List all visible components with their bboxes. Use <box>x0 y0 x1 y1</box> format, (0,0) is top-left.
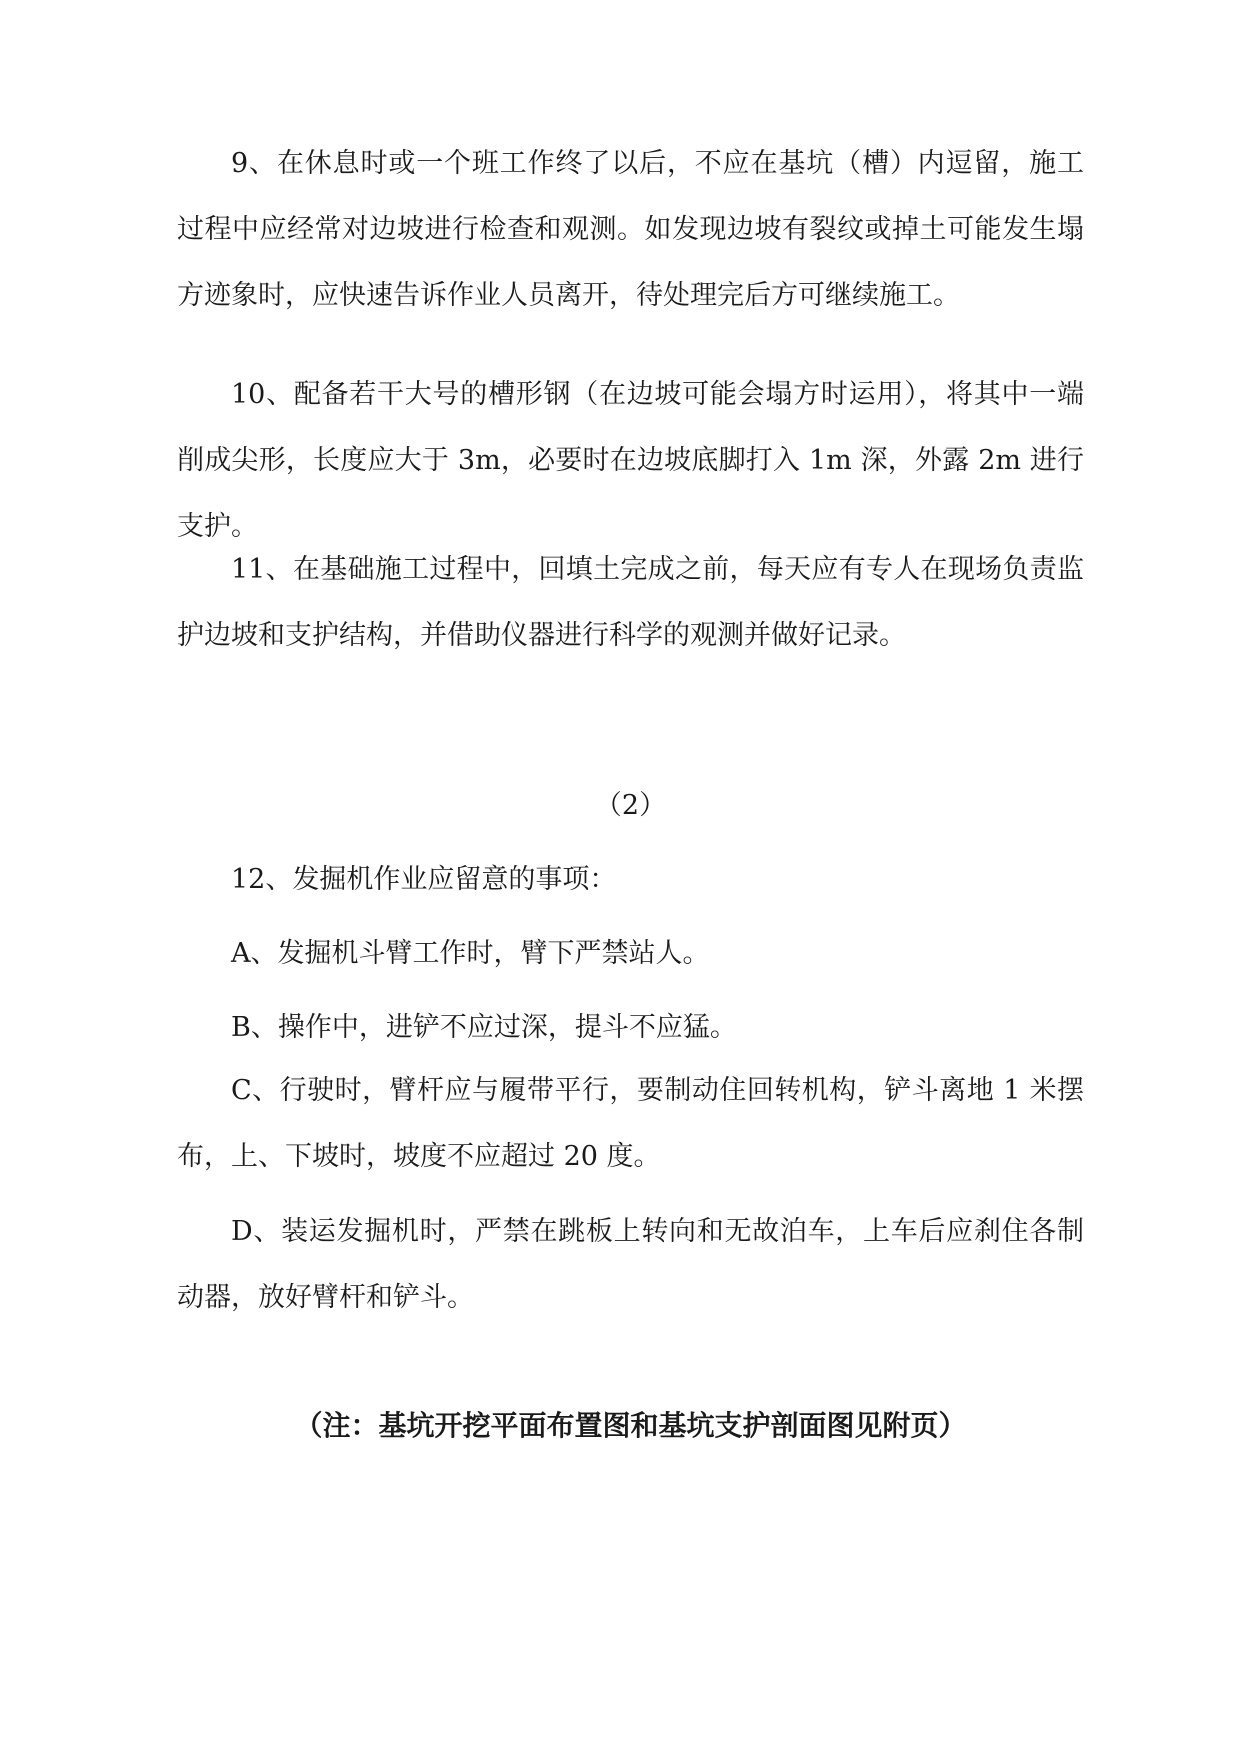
paragraph-12: 12、发掘机作业应留意的事项： <box>231 864 617 895</box>
attachment-note: （注：基坑开挖平面布置图和基坑支护剖面图见附页） <box>294 1409 967 1442</box>
paragraph-11: 11、在基础施工过程中，回填土完成之前，每天应有专人在现场负责监护边坡和支护结构，并借助仪器进行科学的观测并做好记录。 <box>177 554 1084 651</box>
paragraph-d: D、装运发掘机时，严禁在跳板上转向和无故泊车，上车后应刹住各制动器，放好臂杆和铲斗。 <box>177 1216 1084 1313</box>
paragraph-10: 10、配备若干大号的槽形钢（在边坡可能会塌方时运用），将其中一端削成尖形，长度应大于 3m，必要时在边坡底脚打入 1m 深，外露 2m 进行支护。 <box>177 379 1084 542</box>
paragraph-9: 9、在休息时或一个班工作终了以后，不应在基坑（槽）内逗留，施工过程中应经常对边坡进行检查和观测。如发现边坡有裂纹或掉土可能发生塌方迹象时，应快速告诉作业人员离开，待处理完后方可继续施工。 <box>177 148 1084 311</box>
section-marker: （2） <box>594 790 667 821</box>
paragraph-a: A、发掘机斗臂工作时，臂下严禁站人。 <box>231 938 710 969</box>
paragraph-c: C、行驶时，臂杆应与履带平行，要制动住回转机构，铲斗离地 1 米摆布，上、下坡时，坡度不应超过 20 度。 <box>177 1075 1084 1172</box>
paragraph-b: B、操作中，进铲不应过深，提斗不应猛。 <box>231 1012 737 1043</box>
